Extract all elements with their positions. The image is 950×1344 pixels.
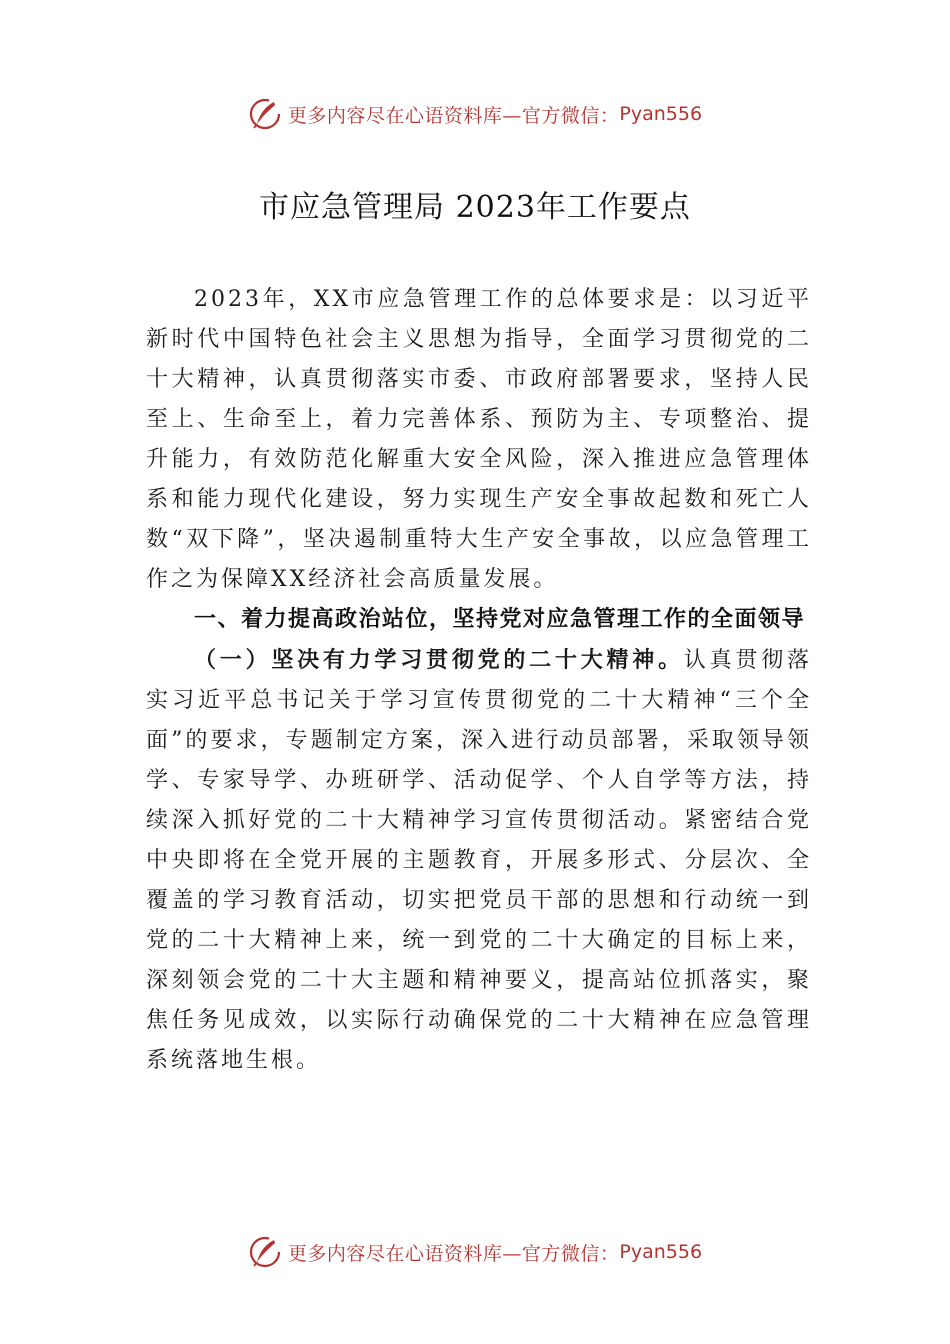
- banner-text: 更多内容尽在心语资料库—官方微信：: [287, 1242, 620, 1265]
- item-1-title: （一）坚决有力学习贯彻党的二十大精神。: [194, 647, 684, 673]
- document-title: 市应急管理局 2023年工作要点: [259, 190, 691, 225]
- quill-logo-icon: [248, 1235, 282, 1269]
- footer-banner: [0, 1232, 950, 1272]
- item-1-body: 认真贯彻落实习近平总书记关于学习宣传贯彻党的二十大精神“三个全面”的要求，专题制定方案，深入进行动员部署，采取领导领学、专家导学、办班研学、活动促学、个人自学等方法，持续深入抓好党的二十大精神学习宣传贯彻活动。紧密结合党中央即将在全党开展的主题教育，开展多形式、分层次、全覆盖的学习教育活动，切实把党员干部的思想和行动统一到党的二十大精神上来，统一到党的二十大确定的目标上来，深刻领会党的二十大主题和精神要义，提高站位抓落实，聚焦任务见成效，以实际行动确保党的二十大精神在应急管理系统落地生根。: [146, 648, 812, 1073]
- document-body: [146, 280, 812, 1081]
- intro-paragraph: 2023年，XX市应急管理工作的总体要求是：以习近平新时代中国特色社会主义思想为指导，全面学习贯彻党的二十大精神，认真贯彻落实市委、市政府部署要求，坚持人民至上、生命至上，着力完善体系、预防为主、专项整治、提升能力，有效防范化解重大安全风险，深入推进应急管理体系和能力现代化建设，努力实现生产安全事故起数和死亡人数“双下降”，坚决遏制重特大生产安全事故，以应急管理工作之为保障XX经济社会高质量发展。: [146, 287, 812, 592]
- quill-logo-icon: [248, 97, 282, 131]
- header-banner: [0, 94, 950, 134]
- section-1-item-1: [146, 640, 812, 1081]
- banner-text: 更多内容尽在心语资料库—官方微信：: [287, 104, 620, 127]
- banner-wechat-id: Pyan556: [619, 1241, 703, 1263]
- banner-wechat-id: Pyan556: [619, 103, 703, 125]
- section-1-heading: 一、着力提高政治站位，坚持党对应急管理工作的全面领导: [194, 607, 806, 632]
